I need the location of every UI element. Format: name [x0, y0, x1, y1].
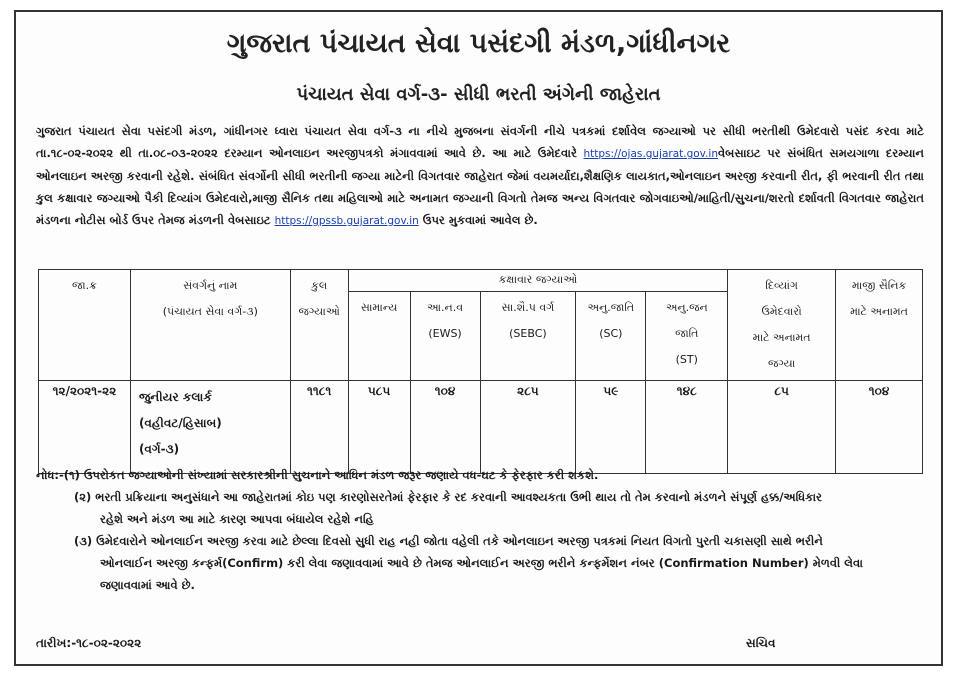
header-divyang: દિવ્યાંગ ઉમેદવારો માટે અનામત જગ્યા	[728, 270, 836, 381]
note-1: નોધ:-(૧) ઉપરોકત જગ્યાઓની સંખ્યામાં સરકારશ્રીની સુચનાને આધિન મંડળ જરૂર જણાયે વધ-ઘટ કે ફેરફાર કરી શકશે.	[36, 468, 599, 482]
cell-post-name: જુનીયર કલાર્ક (વહીવટ/હિસાબ) (વર્ગ-૩)	[130, 381, 290, 474]
vacancy-table	[38, 269, 923, 474]
intro-text-3: ઉપર મુકવામાં આવેલ છે.	[418, 213, 538, 227]
intro-text-1: ગુજરાત પંચાયત સેવા પસંદગી મંડળ, ગાંધીનગર ધ્વારા પંચાયત સેવા વર્ગ-૩ ના નીચે મુજબના સંવર્ગની નીચે પત્રકમાં દર્શાવેલ જગ્યાઓ પર સીધી ભરતીથી ઉમેદવારો પસંદ કરવા માટે તા.૧૮-૦૨-૨૦૨૨ થી તા.૦૮-૦૩-૨૦૨૨ દરમ્યાન ઓનલાઇન અરજીપત્રકો મંગાવવામાં આવે છે. આ માટે ઉમેદવારે	[36, 124, 924, 160]
signatory: સચિવ	[746, 636, 776, 650]
cell-st: ૧૪૮	[646, 381, 728, 474]
note-3-line-1: (૩) ઉમેદવારોને ઓનલાઈન અરજી કરવા માટે છેલ્લા દિવસો સુધી રાહ નહી જોતા વહેલી તકે ઓનલાઇન અરજી પત્રકમાં નિયત વિગતો પુરતી ચકાસણી સાથે ભરીને	[74, 534, 823, 548]
note-3-line-2: ઓનલાઈન અરજી કન્ફર્મ(Confirm) કરી લેવા જણાવવામાં આવે છે તેમજ ઓનલાઈન અરજી ભરીને કન્ફર્મેશન નંબર (Confirmation Number) મેળવી લેવા	[100, 556, 863, 570]
cell-divyang: ૮૫	[728, 381, 836, 474]
note-2-line-1: (૨) ભરતી પ્રક્રિયાના અનુસંધાને આ જાહેરાતમાં કોઇ પણ કારણોસરતેમાં ફેરફાર કે રદ કરવાની આવશ્યકતા ઉભી થાય તો તેમ કરવાનો મંડળને સંપૂર્ણ હક્ક/અધિકાર	[74, 490, 822, 504]
header-sc: અનુ.જાતિ (SC)	[576, 291, 646, 380]
gpssb-link[interactable]: https://gpssb.gujarat.gov.in	[274, 215, 419, 227]
cell-sr-no: ૧૨/૨૦૨૧-૨૨	[39, 381, 131, 474]
intro-paragraph	[36, 120, 924, 232]
page-subtitle: પંચાયત સેવા વર્ગ-૩- સીધી ભરતી અંગેની જાહેરાત	[296, 84, 661, 105]
cell-sc: ૫૯	[576, 381, 646, 474]
ojas-link[interactable]: https://ojas.gujarat.gov.in	[583, 148, 718, 160]
cell-ews: ૧૦૪	[410, 381, 480, 474]
header-category-group: કક્ષાવાર જગ્યાઓ	[348, 270, 728, 292]
cell-total: ૧૧૮૧	[290, 381, 348, 474]
cell-general: ૫૮૫	[348, 381, 410, 474]
page-title: ગુજરાત પંચાયત સેવા પસંદગી મંડળ,ગાંધીનગર	[226, 28, 731, 59]
header-sebc: સા.શૈ.પ વર્ગ (SEBC)	[480, 291, 576, 380]
cell-ex-servicemen: ૧૦૪	[836, 381, 923, 474]
issue-date: તારીખ:-૧૮-૦૨-૨૦૨૨	[36, 636, 142, 650]
header-st: અનુ.જન જાતિ (ST)	[646, 291, 728, 380]
header-ex-servicemen: માજી સૈનિક માટે અનામત	[836, 270, 923, 381]
note-3-line-3: જણાવવામાં આવે છે.	[100, 578, 195, 592]
header-general: સામાન્ય	[348, 291, 410, 380]
header-sr-no: જા.ક્ર	[39, 270, 131, 381]
table-row	[39, 381, 923, 474]
notes-section	[36, 464, 924, 596]
intro-text-2: વેબસાઇટ પર સંબંધિત સમયગાળા દરમ્યાન ઓનલાઇન અરજી કરવાની રહેશે. સંબંધિત સંવર્ગોની સીધી ભરતીની જગ્યા માટેની વિગતવાર જાહેરાત જેમાં વયમર્યાદા,શૈક્ષણિક લાયકાત,ઓનલાઇન અરજી કરવાની રીત, ફી ભરવાની રીત તથા કુલ કક્ષાવાર જગ્યાઓ પૈકી દિવ્યાંગ ઉમેદવારો,માજી સૈનિક તથા મહિલાઓ માટે અનામત જગ્યાની વિગતો તેમજ અન્ય વિગતવાર જોગવાઇઓ/માહિતી/સુચના/શરતો દર્શાવતી વિગતવાર જાહેરાત મંડળના નોટીસ બોર્ડ ઉપર તેમજ મંડળની વેબસાઇટ	[36, 146, 924, 227]
header-ews: આ.ન.વ (EWS)	[410, 291, 480, 380]
advertisement-page	[14, 10, 943, 666]
note-2-line-2: રહેશે અને મંડળ આ માટે કારણ આપવા બંધાયેલ રહેશે નહિ	[100, 512, 374, 526]
header-cadre: સંવર્ગનું નામ (પંચાયત સેવા વર્ગ-૩)	[130, 270, 290, 381]
cell-sebc: ૨૮૫	[480, 381, 576, 474]
table-header-row-1	[39, 270, 923, 292]
header-total: કુલ જગ્યાઓ	[290, 270, 348, 381]
footer	[36, 636, 924, 651]
